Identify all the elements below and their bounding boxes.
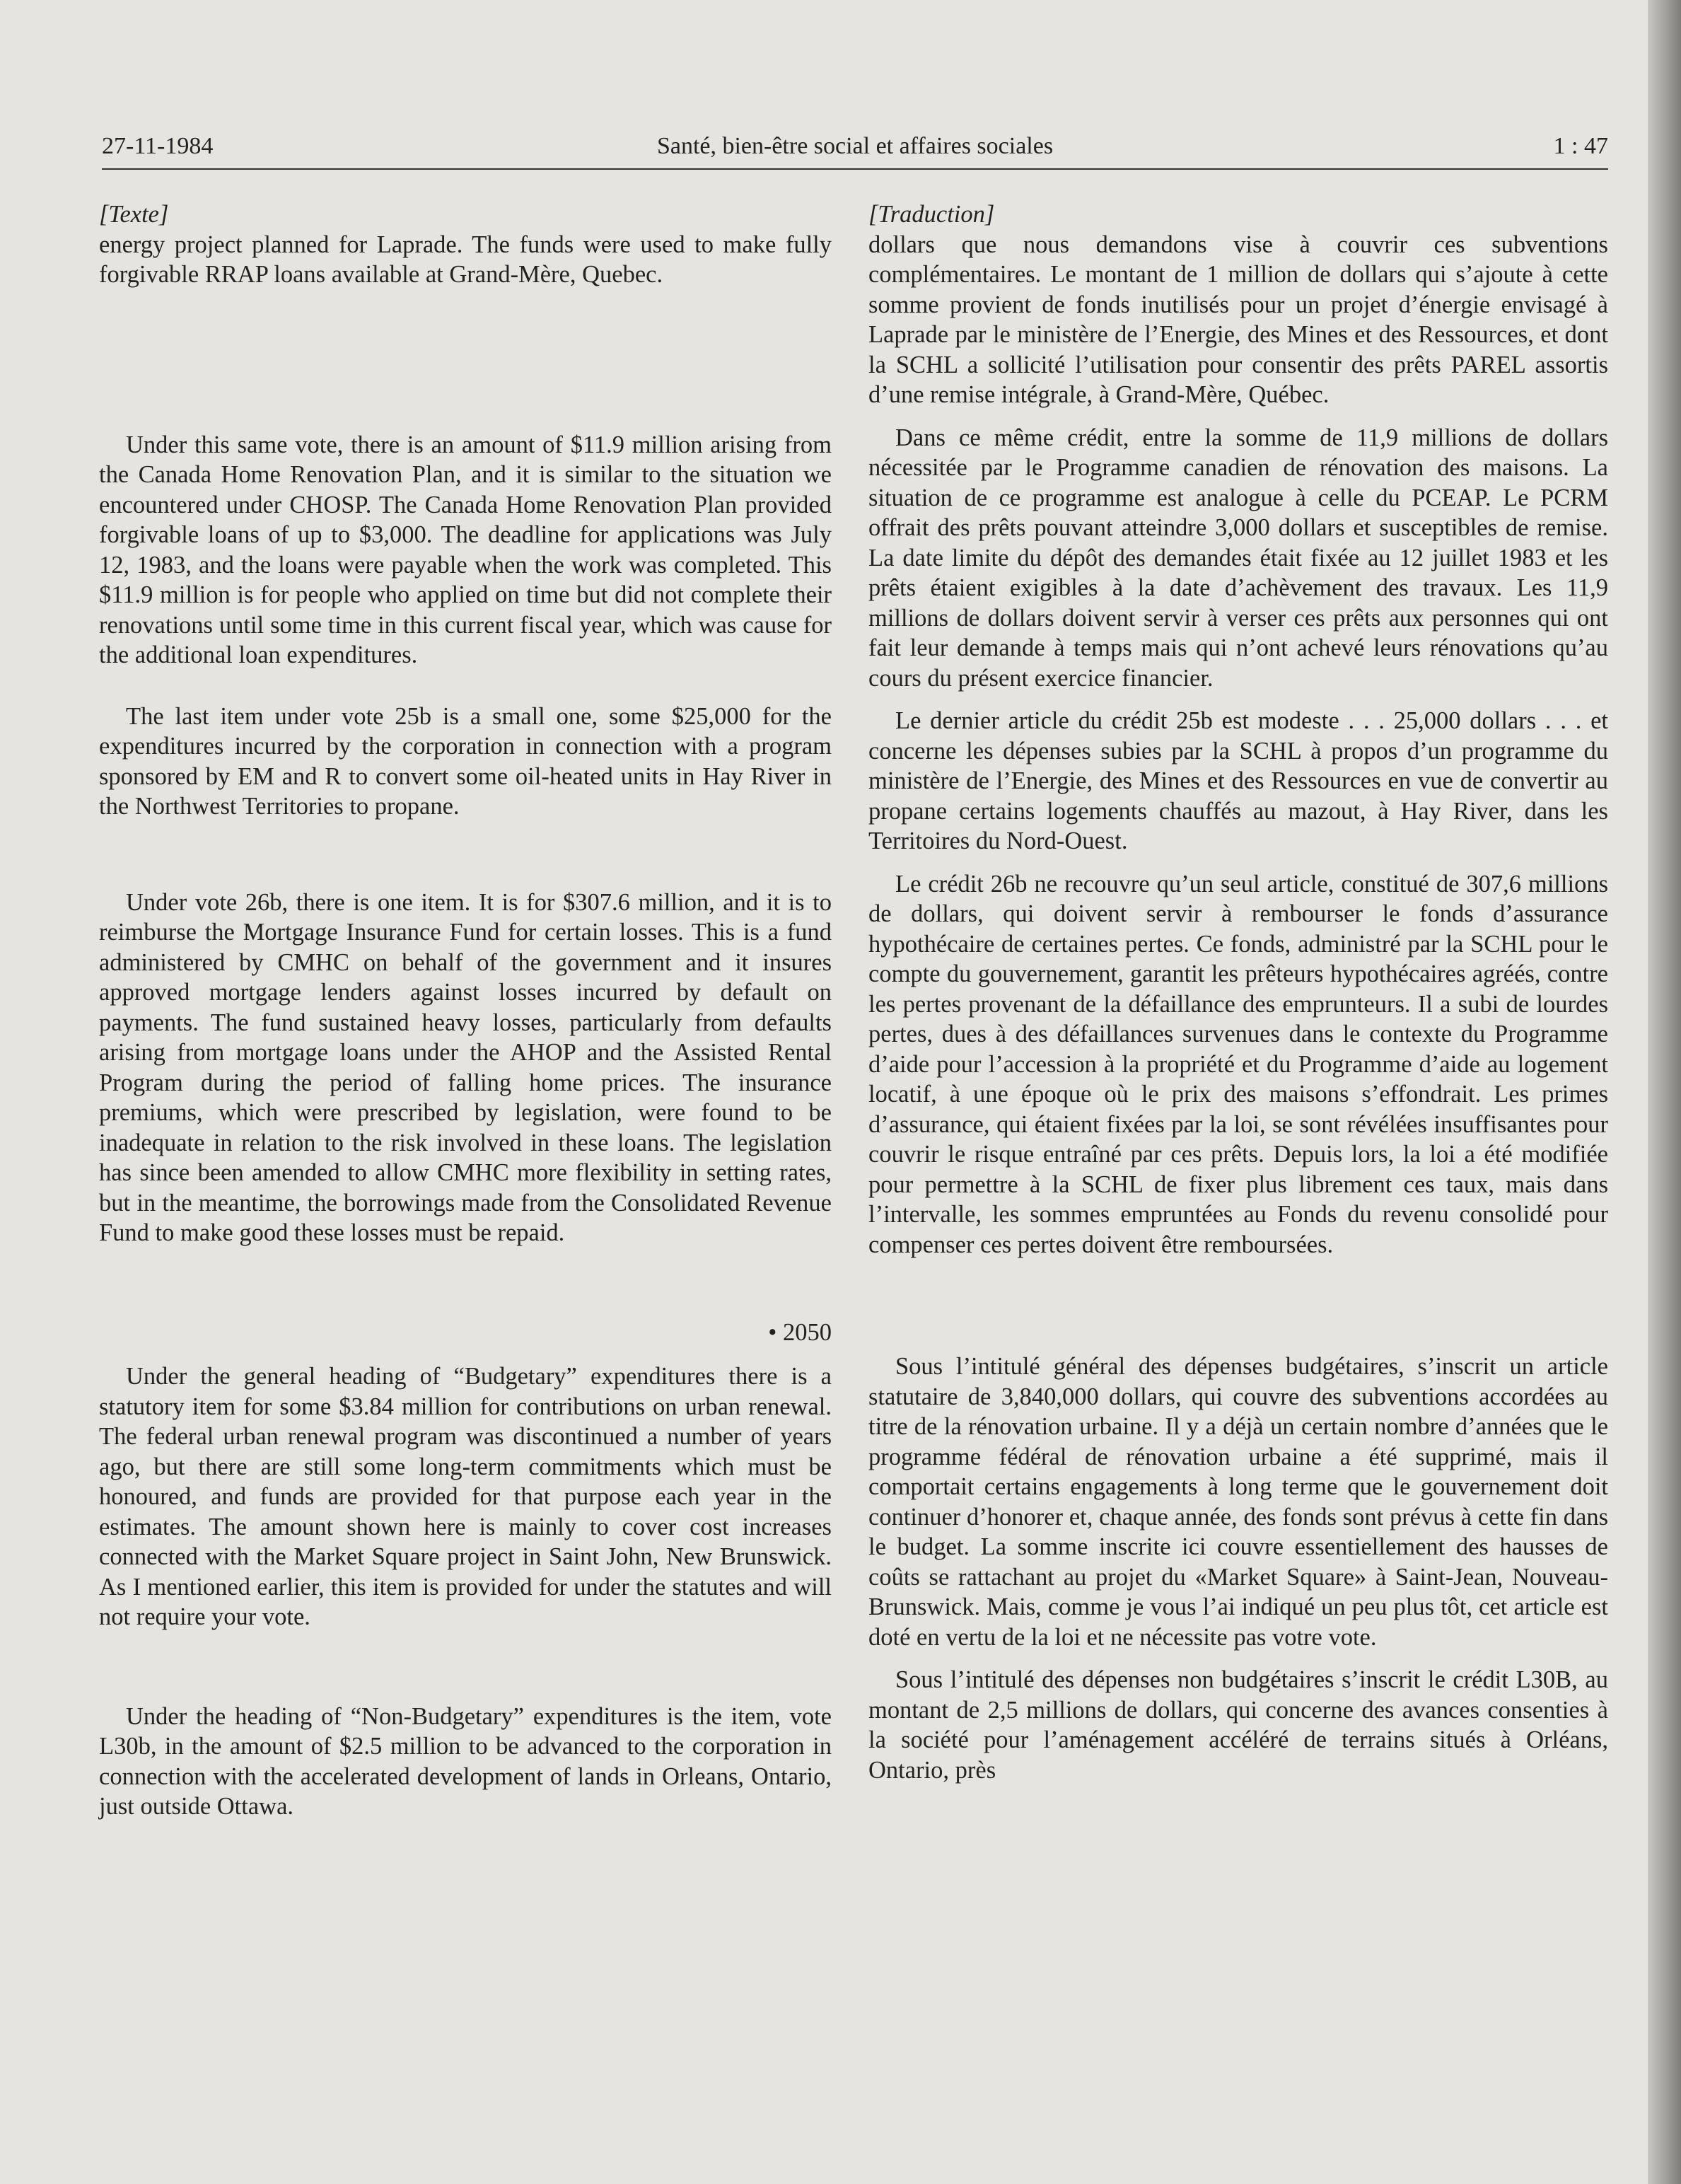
paragraph: Sous l’intitulé général des dépenses budgétaires, s’inscrit un article statutaire de 3,840,000 dollars, qui couvre des subventions accordées au titre de la rénovation urbaine. Il y a déjà un certain nombre d’années que le programme fédéral de rénovation urbaine a été supprimé, mais il comportait certains engagements à long terme que le gouvernement doit continuer d’honorer et, chaque année, des fonds sont prévus à cette fin dans le budget. La somme inscrite ici couvre essentiellement des hausses de coûts se rattachant au projet du «Market Square» à Saint-Jean, Nouveau-Brunswick. Mais, comme je vous l’ai indiqué un peu plus tôt, cet article est doté en vertu de la loi et ne nécessite pas votre vote.: [868, 1353, 1608, 1651]
time-marker: • 2050: [768, 1318, 832, 1346]
paragraph: Under vote 26b, there is one item. It is for $307.6 million, and it is to reimburse the Mortgage Insurance Fund for certain losses. This is a fund administered by CMHC on behalf of the government and it insures approved mortgage lenders against losses incurred by default on payments. The fund sustained heavy losses, particularly from defaults arising from mortgage loans under the AHOP and the Assisted Rental Program during the period of falling home prices. The insurance premiums, which were prescribed by legislation, were found to be inadequate in relation to the risk involved in these loans. The legislation has since been amended to allow CMHC more flexibility in setting rates, but in the meantime, the borrowings made from the Consolidated Revenue Fund to make good these losses must be repaid.: [99, 888, 832, 1246]
running-header: [102, 127, 1608, 167]
paragraph: energy project planned for Laprade. The funds were used to make fully forgivable RRAP loans available at Grand-Mère, Quebec.: [99, 231, 832, 288]
paragraph: Under this same vote, there is an amount of $11.9 million arising from the Canada Home Renovation Plan, and it is similar to the situation we encountered under CHOSP. The Canada Home Renovation Plan provided forgivable loans of up to $3,000. The deadline for applications was July 12, 1983, and the loans were payable when the work was completed. This $11.9 million is for people who applied on time but did not complete their renovations until some time in this current fiscal year, which was cause for the additional loan expenditures.: [99, 431, 832, 668]
paragraph: Under the heading of “Non-Budgetary” expenditures is the item, vote L30b, in the amount of $2.5 million to be advanced to the corporation in connection with the accelerated development of lands in Orleans, Ontario, just outside Ottawa.: [99, 1702, 832, 1820]
header-title: Santé, bien-être social et affaires sociales: [656, 133, 1054, 159]
english-column: [99, 199, 832, 1822]
column-label-texte: [Texte]: [99, 201, 169, 228]
page-number: 1 : 47: [1553, 133, 1608, 159]
header-rule: [102, 168, 1608, 170]
french-column: [868, 199, 1608, 1785]
paragraph: Le crédit 26b ne recouvre qu’un seul article, constitué de 307,6 millions de dollars, qui doivent servir à rembourser le fonds d’assurance hypothécaire de certaines pertes. Ce fonds, administré par la SCHL pour le compte du gouvernement, garantit les prêteurs hypothécaires agréés, contre les pertes provenant de la défaillance des emprunteurs. Il a subi de lourdes pertes, dues à des défaillances survenues dans le contexte du Programme d’aide pour l’accession à la propriété et du Programme d’aide au logement locatif, à une époque où le prix des maisons s’effondrait. Les primes d’assurance, qui étaient fixées par la loi, se sont révélées insuffisantes pour couvrir le risque entraîné par ces prêts. Depuis lors, la loi a été modifiée pour permettre à la SCHL de fixer plus librement ces taux, mais dans l’intervalle, les sommes empruntées au Fonds du revenu consolidé pour compenser ces pertes doivent être remboursées.: [868, 870, 1608, 1258]
header-date: 27-11-1984: [102, 133, 214, 159]
paragraph: dollars que nous demandons vise à couvrir ces subventions complémentaires. Le montant de 1 million de dollars qui s’ajoute à cette somme provient de fonds inutilisés pour un projet d’énergie envisagé à Laprade par le ministère de l’Energie, des Mines et des Ressources, et dont la SCHL a sollicité l’utilisation pour consentir des prêts PAREL assortis d’une remise intégrale, à Grand-Mère, Québec.: [868, 231, 1608, 408]
paragraph: Le dernier article du crédit 25b est modeste . . . 25,000 dollars . . . et concerne les dépenses subies par la SCHL à propos d’un programme du ministère de l’Energie, des Mines et des Ressources en vue de convertir au propane certains logements chauffés au mazout, à Hay River, dans les Territoires du Nord-Ouest.: [868, 707, 1608, 854]
paragraph: Dans ce même crédit, entre la somme de 11,9 millions de dollars nécessitée par le Programme canadien de rénovation des maisons. La situation de ce programme est analogue à celle du PCEAP. Le PCRM offrait des prêts pouvant atteindre 3,000 dollars et susceptibles de remise. La date limite du dépôt des demandes était fixée au 12 juillet 1983 et les prêts étaient exigibles à la date d’achèvement des travaux. Les 11,9 millions de dollars doivent servir à verser ces prêts aux personnes qui ont fait leur demande à temps mais qui n’ont achevé leurs rénovations qu’au cours du présent exercice financier.: [868, 424, 1608, 692]
paragraph: Sous l’intitulé des dépenses non budgétaires s’inscrit le crédit L30B, au montant de 2,5 millions de dollars, qui concerne des avances consenties à la société pour l’aménagement accéléré de terrains situés à Orléans, Ontario, près: [868, 1666, 1608, 1784]
column-label-traduction: [Traduction]: [868, 201, 995, 228]
paragraph: The last item under vote 25b is a small one, some $25,000 for the expenditures incurred by the corporation in connection with a program sponsored by EM and R to convert some oil-heated units in Hay River in the Northwest Territories to propane.: [99, 702, 832, 820]
paragraph: Under the general heading of “Budgetary” expenditures there is a statutory item for some $3.84 million for contributions on urban renewal. The federal urban renewal program was discontinued a number of years ago, but there are still some long-term commitments which must be honoured, and funds are provided for that purpose each year in the estimates. The amount shown here is mainly to cover cost increases connected with the Market Square project in Saint John, New Brunswick. As I mentioned earlier, this item is provided for under the statutes and will not require your vote.: [99, 1363, 832, 1630]
book-spine-edge: [1648, 0, 1681, 2184]
